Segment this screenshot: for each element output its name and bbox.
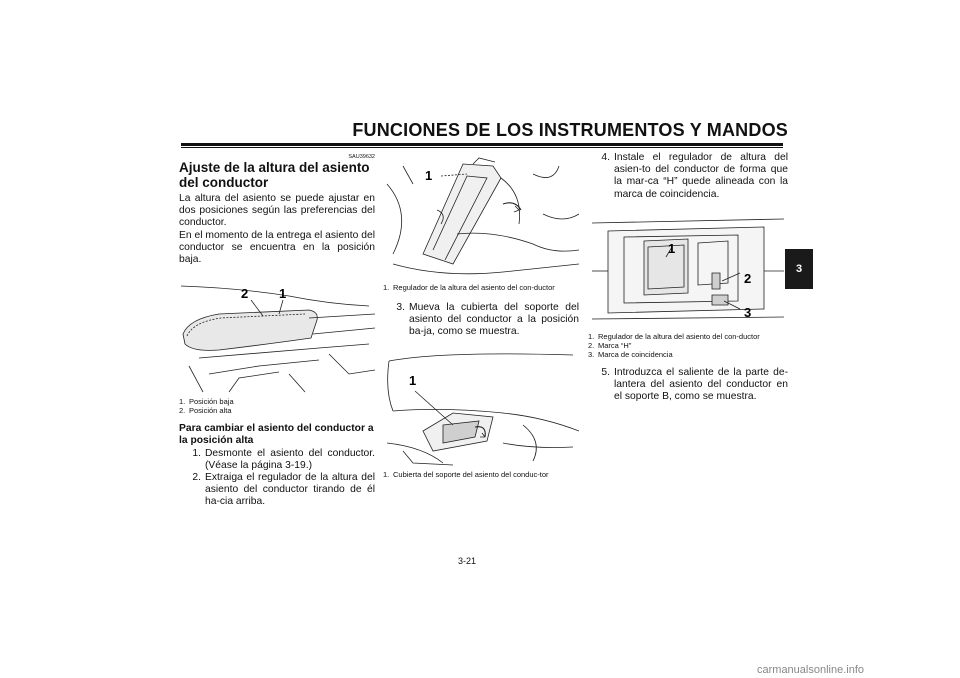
steps-list <box>588 152 788 201</box>
figure-seat-positions <box>179 274 375 394</box>
steps-list <box>383 302 579 339</box>
figure-label: 1 <box>409 372 417 388</box>
figure-captions <box>588 332 788 359</box>
steps-list <box>588 367 788 404</box>
caption-item: 1. Cubierta del soporte del asiento del conduc-tor <box>383 469 549 479</box>
subheading: Para cambiar el asiento del conductor a la posición alta <box>179 423 374 447</box>
step-item: 3. Mueva la cubierta del soporte del asiento del conductor a la posición ba-ja, como se muestra. <box>396 302 579 338</box>
caption-item: 1. Posición baja <box>179 397 234 407</box>
step-item: 1. Desmonte el asiento del conductor. (Véase la página 3-19.) <box>192 447 375 471</box>
intro-paragraph-2: En el momento de la entrega el asiento del conductor se encuentra en la posición baja. <box>179 229 375 266</box>
intro-text <box>179 193 375 266</box>
header-rule-thin <box>181 147 783 148</box>
caption-item: 2. Marca “H” <box>588 340 632 350</box>
page-number: 3-21 <box>458 556 477 566</box>
caption-item: 2. Posición alta <box>179 406 232 416</box>
column-3 <box>588 152 788 403</box>
watermark: carmanualsonline.info <box>757 664 865 676</box>
figure-captions <box>383 283 579 292</box>
steps-list <box>179 448 375 509</box>
header-rule <box>181 143 783 146</box>
column-2 <box>383 152 579 479</box>
section-heading: Ajuste de la altura del asiento del conductor <box>179 160 370 190</box>
figure-label: 3 <box>744 304 752 320</box>
caption-item: 1. Regulador de la altura del asiento del con-ductor <box>383 283 555 292</box>
step-item: 2. Extraiga el regulador de la altura del asiento del conductor tirando de él ha-cia arriba. <box>192 472 375 508</box>
figure-seat-height-adjuster <box>383 154 579 280</box>
chapter-tab: 3 <box>785 249 813 289</box>
figure-label: 2 <box>241 286 249 302</box>
caption-item: 1. Regulador de la altura del asiento del con-ductor <box>588 331 760 341</box>
figure-captions <box>179 397 375 415</box>
figure-label: 2 <box>744 270 752 286</box>
intro-paragraph-1: La altura del asiento se puede ajustar en dos posiciones según las preferencias del conductor. <box>179 193 375 229</box>
figure-label: 1 <box>668 240 676 256</box>
figure-seat-support-cover <box>383 351 579 467</box>
section-code: SAU39632 <box>348 154 375 160</box>
figure-label: 1 <box>425 168 433 183</box>
step-item: 5. Introduzca el saliente de la parte de-lantera del asiento del conductor en el soporte B, como se muestra. <box>601 366 788 403</box>
caption-item: 3. Marca de coincidencia <box>588 349 673 359</box>
figure-captions <box>383 470 579 479</box>
column-1 <box>179 152 375 509</box>
step-item: 4. Instale el regulador de altura del asien-to del conductor de forma que la mar-ca “H” quede alineada con la marca de coincidencia. <box>601 152 788 200</box>
figure-label: 1 <box>279 286 287 302</box>
page-title: FUNCIONES DE LOS INSTRUMENTOS Y MANDOS <box>352 120 788 140</box>
figure-h-mark-alignment <box>588 213 788 329</box>
